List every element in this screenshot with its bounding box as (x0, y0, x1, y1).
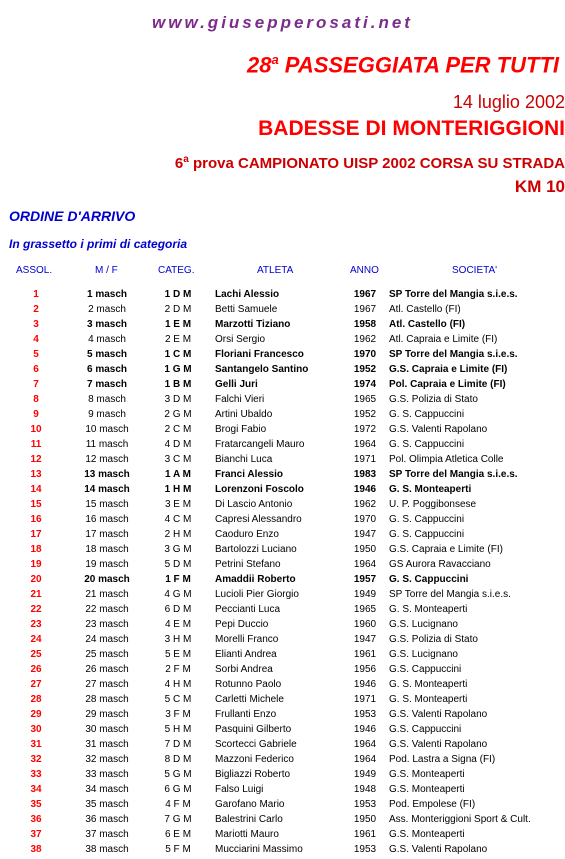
cell-year: 1967 (353, 289, 377, 300)
table-row (0, 528, 565, 543)
cell-gender-rank: 31 masch (85, 739, 129, 750)
cell-athlete: Orsi Sergio (215, 334, 266, 345)
cell-category: 2 E M (164, 334, 192, 345)
table-row (0, 588, 565, 603)
cell-club: G.S. Cappuccini (389, 664, 462, 675)
cell-club: Pol. Olimpia Atletica Colle (389, 454, 504, 465)
race-number: 28 (246, 52, 272, 78)
cell-athlete: Capresi Alessandro (215, 514, 302, 525)
cell-year: 1964 (353, 439, 377, 450)
cell-club: SP Torre del Mangia s.i.e.s. (389, 289, 518, 300)
cell-category: 3 C M (164, 454, 192, 465)
cell-year: 1971 (353, 694, 377, 705)
cell-athlete: Franci Alessio (215, 469, 283, 480)
cell-club: G.S. Capraia e Limite (FI) (389, 544, 503, 555)
cell-club: Pol. Capraia e Limite (FI) (389, 379, 506, 390)
cell-position: 33 (30, 769, 42, 780)
cell-category: 2 H M (164, 529, 192, 540)
cell-gender-rank: 10 masch (85, 424, 129, 435)
cell-athlete: Artini Ubaldo (215, 409, 273, 420)
round-text: prova CAMPIONATO UISP 2002 CORSA SU STRADA (192, 155, 565, 172)
cell-club: G. S. Monteaperti (389, 604, 468, 615)
cell-category: 3 F M (165, 709, 191, 720)
cell-category: 2 G M (164, 409, 192, 420)
cell-athlete: Mariotti Mauro (215, 829, 279, 840)
cell-athlete: Falchi Vieri (215, 394, 265, 405)
cell-athlete: Santangelo Santino (215, 364, 309, 375)
cell-position: 38 (30, 844, 42, 855)
table-row (0, 603, 565, 618)
table-row (0, 483, 565, 498)
cell-gender-rank: 27 masch (85, 679, 129, 690)
cell-year: 1948 (353, 784, 377, 795)
cell-year: 1965 (353, 394, 377, 405)
cell-year: 1967 (353, 304, 377, 315)
cell-position: 35 (30, 799, 42, 810)
cell-club: SP Torre del Mangia s.i.e.s. (389, 349, 518, 360)
cell-year: 1964 (353, 754, 377, 765)
cell-gender-rank: 18 masch (85, 544, 129, 555)
cell-position: 15 (30, 499, 42, 510)
table-row (0, 678, 565, 693)
col-header-anno: ANNO (350, 265, 379, 276)
bold-legend-note: In grassetto i primi di categoria (9, 237, 188, 251)
cell-category: 1 A M (165, 469, 191, 480)
table-row (0, 648, 565, 663)
cell-position: 7 (33, 379, 39, 390)
round-number: 6 (174, 155, 184, 172)
cell-year: 1946 (353, 484, 377, 495)
table-row (0, 438, 565, 453)
cell-category: 1 H M (164, 484, 192, 495)
cell-category: 5 G M (164, 769, 192, 780)
cell-gender-rank: 6 masch (86, 364, 128, 375)
cell-year: 1956 (353, 664, 377, 675)
race-date: 14 luglio 2002 (452, 92, 565, 112)
cell-club: G.S. Monteaperti (389, 784, 465, 795)
cell-gender-rank: 8 masch (88, 394, 126, 405)
cell-year: 1953 (353, 709, 377, 720)
cell-athlete: Floriani Francesco (215, 349, 304, 360)
col-header-mf: M / F (95, 265, 118, 276)
cell-position: 17 (30, 529, 42, 540)
cell-athlete: Marzotti Tiziano (215, 319, 291, 330)
cell-year: 1950 (353, 814, 377, 825)
cell-category: 4 F M (165, 799, 191, 810)
table-row (0, 393, 565, 408)
cell-category: 1 E M (164, 319, 192, 330)
cell-athlete: Lorenzoni Foscolo (215, 484, 304, 495)
cell-year: 1947 (353, 529, 377, 540)
cell-club: Ass. Monteriggioni Sport & Cult. (389, 814, 531, 825)
table-row (0, 798, 565, 813)
cell-gender-rank: 22 masch (85, 604, 129, 615)
cell-category: 8 D M (164, 754, 192, 765)
cell-club: G. S. Monteaperti (389, 484, 472, 495)
cell-year: 1971 (353, 454, 377, 465)
cell-position: 24 (30, 634, 42, 645)
cell-position: 32 (30, 754, 42, 765)
cell-club: G. S. Monteaperti (389, 679, 468, 690)
cell-gender-rank: 4 masch (88, 334, 126, 345)
cell-gender-rank: 28 masch (85, 694, 129, 705)
table-row (0, 723, 565, 738)
table-row (0, 828, 565, 843)
cell-club: U. P. Poggibonsese (389, 499, 477, 510)
cell-position: 8 (33, 394, 39, 405)
cell-position: 31 (30, 739, 42, 750)
cell-year: 1970 (353, 349, 377, 360)
round-number-suffix: a (183, 154, 189, 165)
table-row (0, 498, 565, 513)
cell-gender-rank: 19 masch (85, 559, 129, 570)
race-location: BADESSE DI MONTERIGGIONI (258, 117, 565, 140)
cell-category: 4 H M (164, 679, 192, 690)
cell-club: G.S. Polizia di Stato (389, 394, 478, 405)
cell-year: 1964 (353, 739, 377, 750)
cell-gender-rank: 35 masch (85, 799, 129, 810)
table-row (0, 573, 565, 588)
cell-category: 4 C M (164, 514, 192, 525)
table-row (0, 378, 565, 393)
cell-position: 9 (33, 409, 39, 420)
cell-position: 14 (30, 484, 42, 495)
cell-year: 1953 (353, 844, 377, 855)
table-row (0, 633, 565, 648)
cell-position: 21 (30, 589, 42, 600)
cell-position: 27 (30, 679, 42, 690)
cell-position: 25 (30, 649, 42, 660)
table-row (0, 543, 565, 558)
cell-year: 1949 (353, 589, 377, 600)
cell-gender-rank: 17 masch (85, 529, 129, 540)
table-row (0, 558, 565, 573)
cell-position: 13 (30, 469, 42, 480)
cell-year: 1962 (353, 334, 377, 345)
col-header-categ: CATEG. (158, 265, 195, 276)
cell-athlete: Carletti Michele (215, 694, 284, 705)
cell-athlete: Brogi Fabio (215, 424, 267, 435)
cell-category: 1 C M (164, 349, 192, 360)
cell-category: 5 F M (165, 844, 191, 855)
cell-athlete: Caoduro Enzo (215, 529, 279, 540)
table-row (0, 783, 565, 798)
cell-year: 1962 (353, 499, 377, 510)
cell-athlete: Bartolozzi Luciano (215, 544, 297, 555)
cell-year: 1958 (353, 319, 377, 330)
table-row (0, 843, 565, 858)
cell-category: 7 G M (164, 814, 192, 825)
cell-gender-rank: 14 masch (84, 484, 130, 495)
table-row (0, 423, 565, 438)
cell-year: 1983 (353, 469, 377, 480)
cell-club: G. S. Monteaperti (389, 694, 468, 705)
col-header-assol: ASSOL. (16, 265, 53, 276)
cell-year: 1949 (353, 769, 377, 780)
cell-club: Atl. Castello (FI) (389, 304, 461, 315)
cell-athlete: Rotunno Paolo (215, 679, 282, 690)
cell-year: 1946 (353, 679, 377, 690)
cell-category: 4 G M (164, 589, 192, 600)
cell-athlete: Bigliazzi Roberto (215, 769, 291, 780)
cell-category: 5 H M (164, 724, 192, 735)
cell-club: G.S. Valenti Rapolano (389, 709, 488, 720)
cell-position: 26 (30, 664, 42, 675)
cell-athlete: Peccianti Luca (215, 604, 281, 615)
cell-category: 3 D M (164, 394, 192, 405)
cell-athlete: Morelli Franco (215, 634, 279, 645)
cell-gender-rank: 38 masch (85, 844, 129, 855)
cell-category: 6 E M (164, 829, 192, 840)
cell-athlete: Petrini Stefano (215, 559, 281, 570)
cell-year: 1961 (353, 649, 377, 660)
cell-position: 6 (33, 364, 39, 375)
cell-year: 1964 (353, 559, 377, 570)
cell-club: GS Aurora Ravacciano (389, 559, 491, 570)
table-row (0, 318, 565, 333)
table-row (0, 453, 565, 468)
cell-club: SP Torre del Mangia s.i.e.s. (389, 469, 518, 480)
table-row (0, 513, 565, 528)
cell-athlete: Mucciarini Massimo (215, 844, 303, 855)
cell-category: 6 D M (164, 604, 192, 615)
cell-category: 3 H M (164, 634, 192, 645)
cell-year: 1953 (353, 799, 377, 810)
cell-position: 28 (30, 694, 42, 705)
cell-athlete: Lachi Alessio (215, 289, 280, 300)
cell-athlete: Balestrini Carlo (215, 814, 283, 825)
cell-gender-rank: 20 masch (84, 574, 130, 585)
cell-club: Atl. Capraia e Limite (FI) (389, 334, 498, 345)
cell-category: 5 C M (164, 694, 192, 705)
cell-category: 7 D M (164, 739, 192, 750)
cell-year: 1957 (353, 574, 377, 585)
cell-position: 4 (33, 334, 39, 345)
cell-year: 1972 (353, 424, 377, 435)
cell-gender-rank: 36 masch (85, 814, 129, 825)
cell-category: 5 E M (164, 649, 192, 660)
cell-club: SP Torre del Mangia s.i.e.s. (389, 589, 511, 600)
cell-club: G.S. Capraia e Limite (FI) (389, 364, 508, 375)
cell-position: 30 (30, 724, 42, 735)
cell-club: Pod. Empolese (FI) (389, 799, 476, 810)
table-row (0, 363, 565, 378)
cell-category: 4 E M (164, 619, 192, 630)
cell-category: 1 D M (164, 289, 192, 300)
table-row (0, 738, 565, 753)
cell-club: Atl. Castello (FI) (389, 319, 466, 330)
table-row (0, 813, 565, 828)
table-row (0, 753, 565, 768)
cell-gender-rank: 1 masch (86, 289, 128, 300)
cell-year: 1952 (353, 409, 377, 420)
results-table (0, 288, 565, 858)
cell-category: 5 D M (164, 559, 192, 570)
cell-club: G.S. Lucignano (389, 619, 458, 630)
table-row (0, 303, 565, 318)
cell-gender-rank: 32 masch (85, 754, 129, 765)
cell-year: 1961 (353, 829, 377, 840)
table-row (0, 768, 565, 783)
cell-year: 1960 (353, 619, 377, 630)
cell-gender-rank: 37 masch (85, 829, 129, 840)
cell-category: 3 E M (164, 499, 192, 510)
cell-gender-rank: 13 masch (84, 469, 130, 480)
championship-round (175, 154, 565, 172)
cell-gender-rank: 2 masch (88, 304, 126, 315)
cell-category: 1 B M (164, 379, 192, 390)
table-row (0, 348, 565, 363)
cell-gender-rank: 12 masch (85, 454, 129, 465)
section-heading: ORDINE D'ARRIVO (9, 208, 136, 224)
table-row (0, 468, 565, 483)
cell-gender-rank: 23 masch (85, 619, 129, 630)
cell-athlete: Falso Luigi (215, 784, 264, 795)
site-url[interactable]: www.giusepperosati.net (152, 13, 413, 32)
cell-gender-rank: 26 masch (85, 664, 129, 675)
cell-position: 22 (30, 604, 42, 615)
cell-athlete: Pepi Duccio (215, 619, 269, 630)
cell-position: 2 (33, 304, 39, 315)
col-header-societa: SOCIETA' (452, 265, 498, 276)
cell-club: G. S. Cappuccini (389, 529, 465, 540)
cell-athlete: Di Lascio Antonio (215, 499, 293, 510)
table-row (0, 663, 565, 678)
cell-gender-rank: 21 masch (85, 589, 129, 600)
cell-athlete: Lucioli Pier Giorgio (215, 589, 299, 600)
cell-gender-rank: 15 masch (85, 499, 129, 510)
cell-club: G.S. Lucignano (389, 649, 458, 660)
cell-athlete: Garofano Mario (215, 799, 285, 810)
cell-gender-rank: 5 masch (86, 349, 128, 360)
cell-athlete: Elianti Andrea (215, 649, 277, 660)
cell-club: G. S. Cappuccini (389, 574, 469, 585)
cell-position: 1 (33, 289, 39, 300)
race-title (247, 52, 559, 78)
cell-position: 23 (30, 619, 42, 630)
table-row (0, 618, 565, 633)
table-row (0, 693, 565, 708)
cell-category: 2 C M (164, 424, 192, 435)
cell-position: 34 (30, 784, 42, 795)
cell-year: 1970 (353, 514, 377, 525)
cell-gender-rank: 34 masch (85, 784, 129, 795)
cell-athlete: Frullanti Enzo (215, 709, 277, 720)
cell-category: 2 F M (165, 664, 191, 675)
cell-athlete: Bianchi Luca (215, 454, 273, 465)
cell-gender-rank: 16 masch (85, 514, 129, 525)
cell-athlete: Scortecci Gabriele (215, 739, 297, 750)
cell-position: 29 (30, 709, 42, 720)
cell-club: G.S. Polizia di Stato (389, 634, 478, 645)
cell-gender-rank: 24 masch (85, 634, 129, 645)
cell-gender-rank: 7 masch (86, 379, 128, 390)
cell-club: G.S. Monteaperti (389, 769, 465, 780)
race-title-text: PASSEGGIATA PER TUTTI (284, 52, 559, 78)
cell-year: 1965 (353, 604, 377, 615)
cell-gender-rank: 9 masch (88, 409, 126, 420)
race-number-suffix: a (271, 52, 279, 67)
table-row (0, 408, 565, 423)
cell-athlete: Sorbi Andrea (215, 664, 273, 675)
cell-position: 12 (30, 454, 42, 465)
cell-category: 1 F M (165, 574, 191, 585)
cell-club: G.S. Valenti Rapolano (389, 424, 488, 435)
cell-club: G. S. Cappuccini (389, 439, 465, 450)
cell-position: 20 (30, 574, 42, 585)
cell-category: 6 G M (164, 784, 192, 795)
table-row (0, 288, 565, 303)
cell-position: 19 (30, 559, 42, 570)
cell-club: G.S. Valenti Rapolano (389, 739, 488, 750)
cell-position: 3 (33, 319, 39, 330)
cell-club: G.S. Monteaperti (389, 829, 465, 840)
cell-gender-rank: 29 masch (85, 709, 129, 720)
cell-category: 2 D M (164, 304, 192, 315)
cell-position: 16 (30, 514, 42, 525)
cell-position: 18 (30, 544, 42, 555)
cell-gender-rank: 30 masch (85, 724, 129, 735)
cell-gender-rank: 25 masch (85, 649, 129, 660)
cell-club: G.S. Valenti Rapolano (389, 844, 488, 855)
cell-athlete: Gelli Juri (215, 379, 258, 390)
cell-category: 3 G M (164, 544, 192, 555)
cell-position: 10 (30, 424, 42, 435)
cell-category: 4 D M (164, 439, 192, 450)
cell-year: 1974 (353, 379, 377, 390)
cell-club: G.S. Cappuccini (389, 724, 462, 735)
cell-year: 1950 (353, 544, 377, 555)
cell-club: G. S. Cappuccini (389, 514, 465, 525)
race-distance: KM 10 (514, 177, 565, 196)
cell-category: 1 G M (164, 364, 192, 375)
cell-year: 1952 (353, 364, 377, 375)
cell-position: 37 (30, 829, 42, 840)
cell-athlete: Mazzoni Federico (215, 754, 294, 765)
cell-gender-rank: 3 masch (86, 319, 128, 330)
cell-athlete: Amaddii Roberto (215, 574, 296, 585)
cell-club: G. S. Cappuccini (389, 409, 465, 420)
cell-position: 5 (33, 349, 39, 360)
cell-athlete: Pasquini Gilberto (215, 724, 292, 735)
cell-athlete: Fratarcangeli Mauro (215, 439, 305, 450)
cell-year: 1946 (353, 724, 377, 735)
cell-gender-rank: 33 masch (85, 769, 129, 780)
col-header-atleta: ATLETA (257, 265, 294, 276)
table-row (0, 708, 565, 723)
cell-position: 36 (30, 814, 42, 825)
cell-year: 1947 (353, 634, 377, 645)
table-row (0, 333, 565, 348)
cell-club: Pod. Lastra a Signa (FI) (389, 754, 496, 765)
cell-position: 11 (30, 439, 42, 450)
cell-gender-rank: 11 masch (85, 439, 129, 450)
cell-athlete: Betti Samuele (215, 304, 278, 315)
